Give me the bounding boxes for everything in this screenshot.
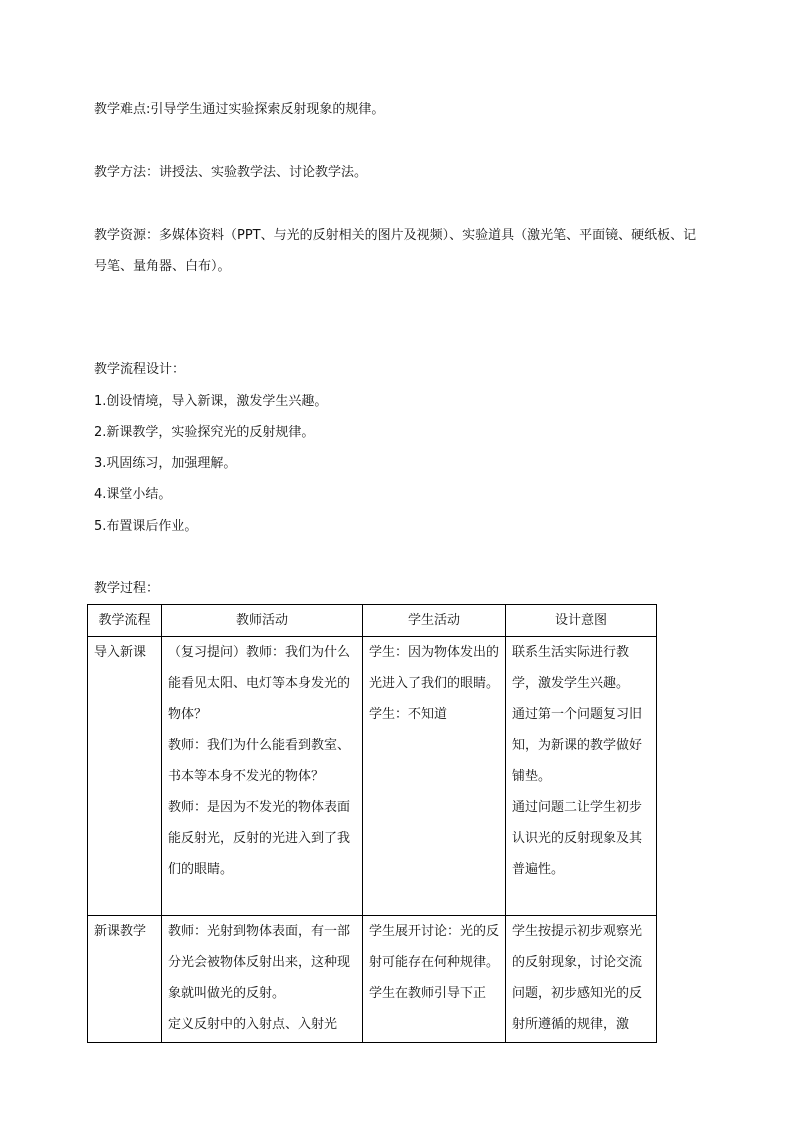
table-row xyxy=(88,916,657,1043)
stage-cell: 新课教学 xyxy=(88,916,162,1043)
table-row xyxy=(88,637,657,916)
teacher-cell xyxy=(162,637,363,916)
teaching-methods: 教学方法：讲授法、实验教学法、讨论教学法。 xyxy=(94,165,368,180)
stage-cell: 导入新课 xyxy=(88,637,162,916)
intent-cell xyxy=(506,637,657,916)
intent-cell xyxy=(506,916,657,1043)
teaching-process-table xyxy=(87,604,657,1043)
teacher-text: 教师：是因为不发光的物体表面能反射光，反射的光进入到了我们的眼睛。 xyxy=(168,800,351,877)
student-text: 学生在教师引导下正 xyxy=(369,986,487,1001)
student-cell xyxy=(363,916,506,1043)
student-text: 学生展开讨论：光的反射可能存在何种规律。 xyxy=(369,924,500,970)
intent-text: 联系生活实际进行教学，激发学生兴趣。 xyxy=(512,645,630,691)
flow-item: 3.巩固练习，加强理解。 xyxy=(94,456,237,471)
teacher-cell xyxy=(162,916,363,1043)
table-header-row xyxy=(88,605,657,637)
flow-item: 1.创设情境，导入新课，激发学生兴趣。 xyxy=(94,394,328,409)
teacher-text: 教师：我们为什么能看到教室、书本等本身不发光的物体？ xyxy=(168,738,351,784)
intent-text: 通过问题二让学生初步认识光的反射现象及其普遍性。 xyxy=(512,800,643,877)
flow-item: 5.布置课后作业。 xyxy=(94,519,198,534)
intent-text: 学生按提示初步观察光的反射现象，讨论交流问题，初步感知光的反射所遵循的规律，激 xyxy=(512,924,643,1032)
teacher-text: 教师：光射到物体表面，有一部分光会被物体反射出来，这种现象就叫做光的反射。 xyxy=(168,924,351,1001)
student-cell xyxy=(363,637,506,916)
flow-item: 4.课堂小结。 xyxy=(94,487,172,502)
table-header: 设计意图 xyxy=(506,605,657,637)
intent-text: 通过第一个问题复习旧知，为新课的教学做好铺垫。 xyxy=(512,707,643,784)
teacher-text: 定义反射中的入射点、入射光 xyxy=(168,1017,338,1032)
flow-title: 教学流程设计： xyxy=(94,362,186,377)
teacher-text: （复习提问）教师：我们为什么能看见太阳、电灯等本身发光的物体？ xyxy=(168,645,351,722)
table-header: 学生活动 xyxy=(363,605,506,637)
table-header: 教师活动 xyxy=(162,605,363,637)
process-title: 教学过程： xyxy=(94,581,160,596)
student-text: 学生：不知道 xyxy=(369,707,448,722)
teaching-difficulty: 教学难点:引导学生通过实验探索反射现象的规律。 xyxy=(94,102,385,117)
teaching-resources: 教学资源：多媒体资料（PPT、与光的反射相关的图片及视频）、实验道具（激光笔、平面镜、硬纸板、记号笔、量角器、白布）。 xyxy=(94,228,697,274)
flow-item: 2.新课教学，实验探究光的反射规律。 xyxy=(94,425,315,440)
student-text: 学生：因为物体发出的光进入了我们的眼睛。 xyxy=(369,645,500,691)
table-header: 教学流程 xyxy=(88,605,162,637)
